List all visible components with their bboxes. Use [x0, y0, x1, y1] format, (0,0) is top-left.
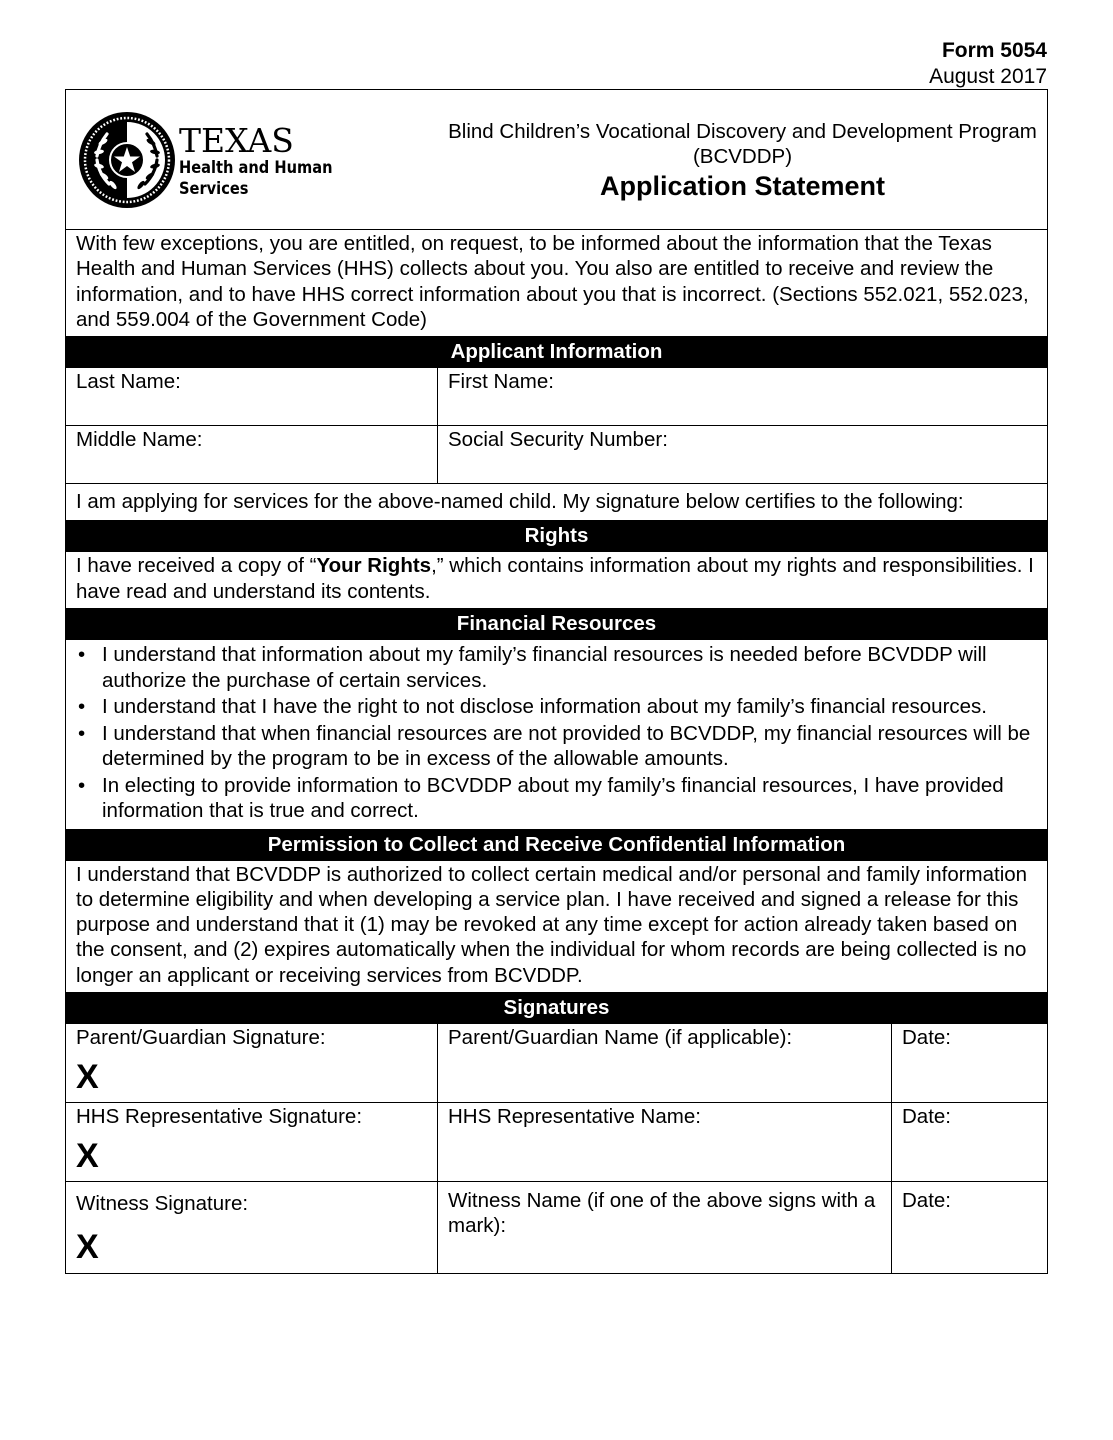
bullet-icon: • [78, 721, 86, 745]
signature-row-hhs [66, 1102, 1047, 1181]
hhs-signature-field[interactable] [66, 1103, 438, 1181]
hhs-date-field[interactable] [892, 1103, 1047, 1181]
ssn-field[interactable] [438, 426, 1047, 483]
date-label: Date: [902, 1026, 951, 1050]
name-row [66, 367, 1047, 425]
form-number: Form 5054 [941, 39, 1047, 62]
section-heading-applicant: Applicant Information [66, 337, 1047, 367]
bullet-icon: • [78, 643, 86, 667]
middle-name-field[interactable] [66, 426, 438, 483]
your-rights-title: Your Rights [316, 554, 432, 578]
ssn-label: Social Security Number: [448, 428, 668, 452]
hhs-signature-label: HHS Representative Signature: [76, 1105, 363, 1129]
list-item [76, 642, 1037, 693]
certification-text: I am applying for services for the above-named child. My signature below certifies to the following: [76, 490, 964, 514]
form-date: August 2017 [929, 65, 1047, 88]
section-heading-rights: Rights [66, 521, 1047, 551]
logo-wordmark [179, 121, 357, 200]
signature-row-witness [66, 1181, 1047, 1273]
bullet-icon: • [78, 773, 86, 797]
list-item [76, 721, 1037, 772]
form-header [66, 90, 1047, 229]
parent-name-label: Parent/Guardian Name (if applicable): [448, 1026, 793, 1050]
application-form [65, 89, 1048, 1274]
witness-signature-label: Witness Signature: [76, 1192, 249, 1216]
rights-text-before: I have received a copy of “ [76, 554, 317, 578]
parent-name-field[interactable] [438, 1024, 892, 1102]
parent-signature-field[interactable] [66, 1024, 438, 1102]
certification-row [66, 483, 1047, 520]
list-item-text: In electing to provide information to BCVDDP about my family’s financial resources, I have provided information that is true and correct. [102, 773, 1004, 823]
sign-here-mark: X [76, 1058, 99, 1097]
date-label: Date: [902, 1189, 951, 1213]
witness-date-field[interactable] [892, 1182, 1047, 1273]
privacy-notice-row [66, 229, 1047, 336]
hhs-name-field[interactable] [438, 1103, 892, 1181]
financial-list [66, 640, 1047, 829]
rights-heading-row [66, 520, 1047, 551]
program-name: Blind Children’s Vocational Discovery and Development Program (BCVDDP) [448, 120, 1037, 168]
form-title-block [438, 90, 1047, 229]
list-item-text: I understand that I have the right to not disclose information about my family’s financial resources. [102, 695, 988, 719]
first-name-label: First Name: [448, 370, 554, 394]
signature-row-parent [66, 1023, 1047, 1102]
parent-signature-label: Parent/Guardian Signature: [76, 1026, 326, 1050]
list-item-text: I understand that when financial resources are not provided to BCVDDP, my financial resources will be determined by the program to be in excess of the allowable amounts. [102, 721, 1031, 771]
financial-heading-row [66, 608, 1047, 639]
logo-texas: TEXAS [179, 121, 294, 160]
list-item [76, 694, 1037, 720]
form-identifier [929, 38, 1047, 90]
permission-row [66, 860, 1047, 992]
hhs-name-label: HHS Representative Name: [448, 1105, 701, 1129]
hhs-logo [66, 90, 438, 229]
signatures-heading-row [66, 992, 1047, 1023]
texas-seal-icon [77, 110, 177, 210]
section-heading-permission: Permission to Collect and Receive Confidential Information [66, 830, 1047, 860]
logo-line-3: Services [179, 179, 249, 199]
section-heading-signatures: Signatures [66, 993, 1047, 1023]
last-name-label: Last Name: [76, 370, 181, 394]
rights-text [66, 552, 1047, 608]
witness-name-field[interactable] [438, 1182, 892, 1273]
applicant-heading-row [66, 336, 1047, 367]
rights-text-after: ,” which contains information about my rights and responsibilities. I have read and understand its contents. [76, 554, 1034, 603]
permission-heading-row [66, 829, 1047, 860]
permission-text: I understand that BCVDDP is authorized to collect certain medical and/or personal and family information to determine eligibility and when developing a service plan. I have received and signed a release for this purpose and understand that it (1) may be revoked at any time except for action already taken based on the consent, and (2) expires automatically when the individual for whom records are being collected is no longer an applicant or receiving services from BCVDDP. [76, 862, 1028, 987]
middle-ssn-row [66, 425, 1047, 483]
first-name-field[interactable] [438, 368, 1047, 425]
page-title: Application Statement [599, 171, 886, 201]
witness-name-label: Witness Name (if one of the above signs with a mark): [448, 1189, 876, 1238]
last-name-field[interactable] [66, 368, 438, 425]
list-item-text: I understand that information about my family’s financial resources is needed before BCVDDP will authorize the purchase of certain services. [102, 643, 987, 692]
privacy-notice: With few exceptions, you are entitled, on request, to be informed about the information that the Texas Health and Human Services (HHS) collects about you. You also are entitled to receive and review the information, and to have HHS correct information about you that is incorrect. (Sections 552.021, 552.023, and 559.004 of the Government Code) [76, 232, 1029, 331]
logo-line-2: Health and Human [179, 158, 333, 178]
witness-signature-field[interactable] [66, 1182, 438, 1273]
sign-here-mark: X [76, 1137, 99, 1176]
financial-row [66, 639, 1047, 829]
list-item [76, 773, 1037, 824]
middle-name-label: Middle Name: [76, 428, 203, 452]
rights-row [66, 551, 1047, 608]
sign-here-mark: X [76, 1228, 99, 1267]
section-heading-financial: Financial Resources [66, 609, 1047, 639]
bullet-icon: • [78, 695, 86, 719]
parent-date-field[interactable] [892, 1024, 1047, 1102]
date-label: Date: [902, 1105, 951, 1129]
